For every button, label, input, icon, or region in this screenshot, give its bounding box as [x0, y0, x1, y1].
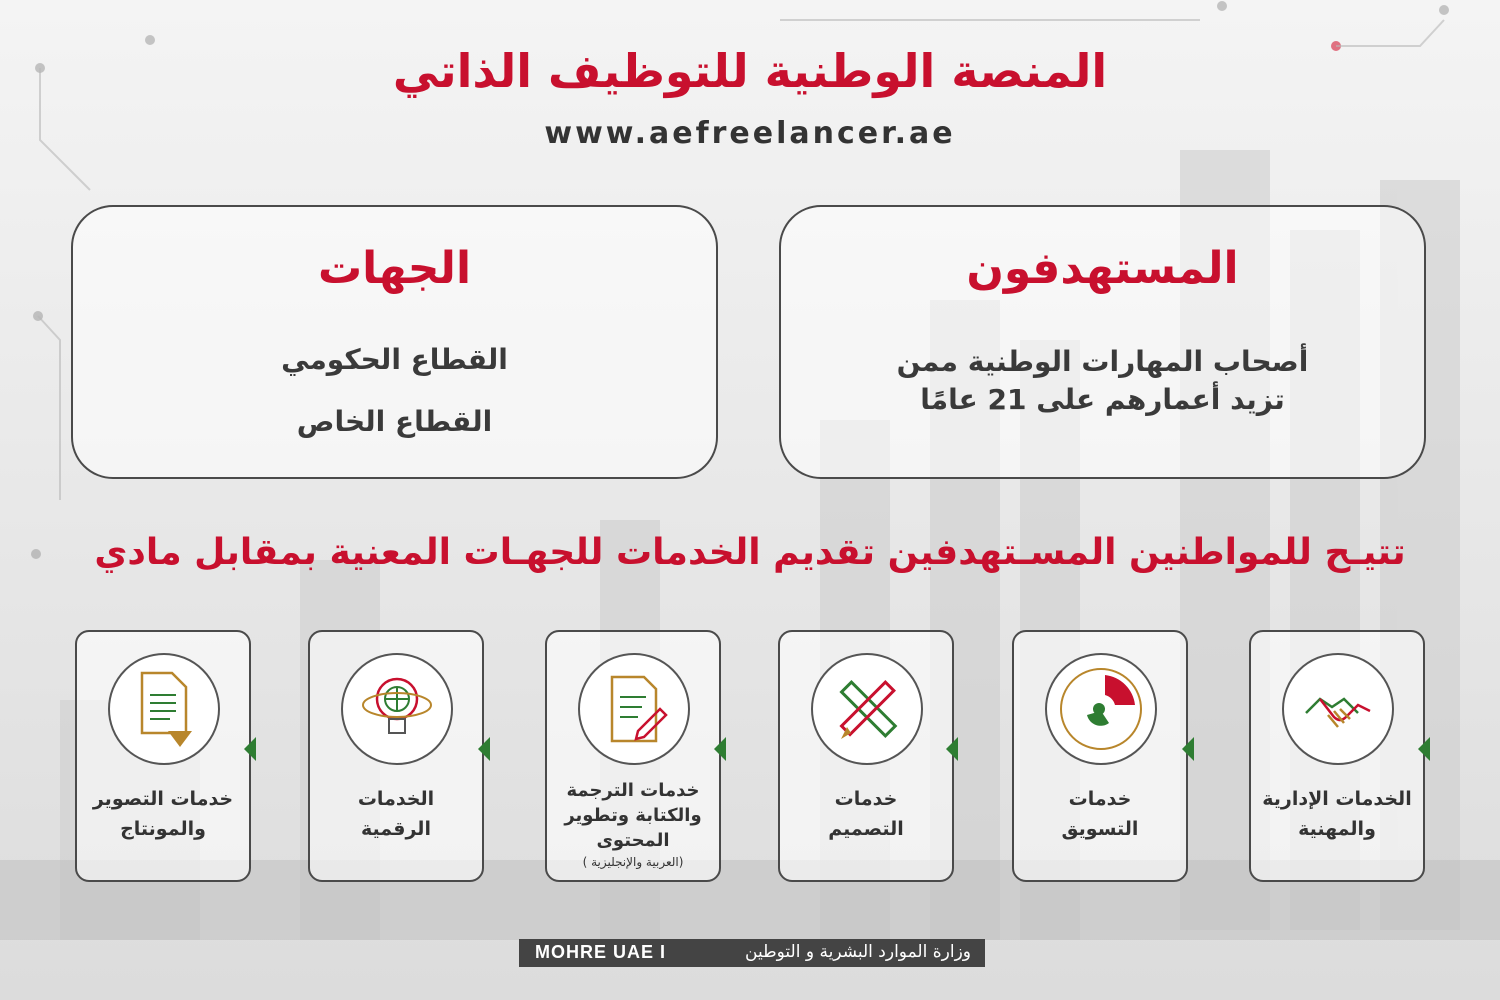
service-label: الخدمات الإدارية والمهنية — [1262, 788, 1412, 840]
page-title: المنصة الوطنية للتوظيف الذاتي — [392, 44, 1108, 98]
arrow-icon — [478, 737, 490, 761]
footer-org-ar: وزارة الموارد البشرية و التوطين — [745, 942, 971, 962]
entity-item-government: القطاع الحكومي — [281, 343, 508, 376]
footer-org-en: MOHRE UAE I — [535, 942, 667, 962]
arrow-icon — [1418, 737, 1430, 761]
arrow-icon — [244, 737, 256, 761]
service-note: (العربية والإنجليزية ) — [582, 855, 684, 869]
target-line-1: أصحاب المهارات الوطنية ممن — [896, 345, 1309, 378]
entity-item-private: القطاع الخاص — [296, 405, 493, 438]
arrow-icon — [946, 737, 958, 761]
service-card-design — [778, 630, 954, 882]
entities-panel — [71, 205, 718, 479]
target-heading: المستهدفون — [966, 243, 1239, 294]
service-label: خدمات التسويق — [1061, 788, 1139, 840]
document-download-icon — [108, 653, 220, 765]
service-label: خدمات الترجمة والكتابة وتطوير المحتوى (العربية والإنجليزية ) — [551, 778, 715, 871]
globe-bulb-icon — [341, 653, 453, 765]
service-card-translation — [545, 630, 721, 882]
service-label: خدمات التصميم — [828, 788, 904, 840]
entities-heading: الجهات — [317, 243, 472, 294]
service-card-digital — [308, 630, 484, 882]
service-card-marketing — [1012, 630, 1188, 882]
pie-chart-icon — [1045, 653, 1157, 765]
target-line-2: تزيد أعمارهم على 21 عامًا — [920, 383, 1285, 416]
target-panel — [779, 205, 1426, 479]
pencil-ruler-icon — [811, 653, 923, 765]
document-pen-icon — [578, 653, 690, 765]
website-url[interactable]: www.aefreelancer.ae — [544, 116, 956, 151]
tagline: تتيـح للمواطنين المسـتهدفين تقديم الخدمات للجهـات المعنية بمقابل مادي — [94, 532, 1406, 573]
handshake-icon — [1282, 653, 1394, 765]
service-label: خدمات التصوير والمونتاج — [92, 788, 234, 840]
arrow-icon — [714, 737, 726, 761]
service-card-photography — [75, 630, 251, 882]
service-label: الخدمات الرقمية — [357, 788, 435, 840]
service-card-administrative — [1249, 630, 1425, 882]
footer-bar — [519, 939, 985, 967]
arrow-icon — [1182, 737, 1194, 761]
